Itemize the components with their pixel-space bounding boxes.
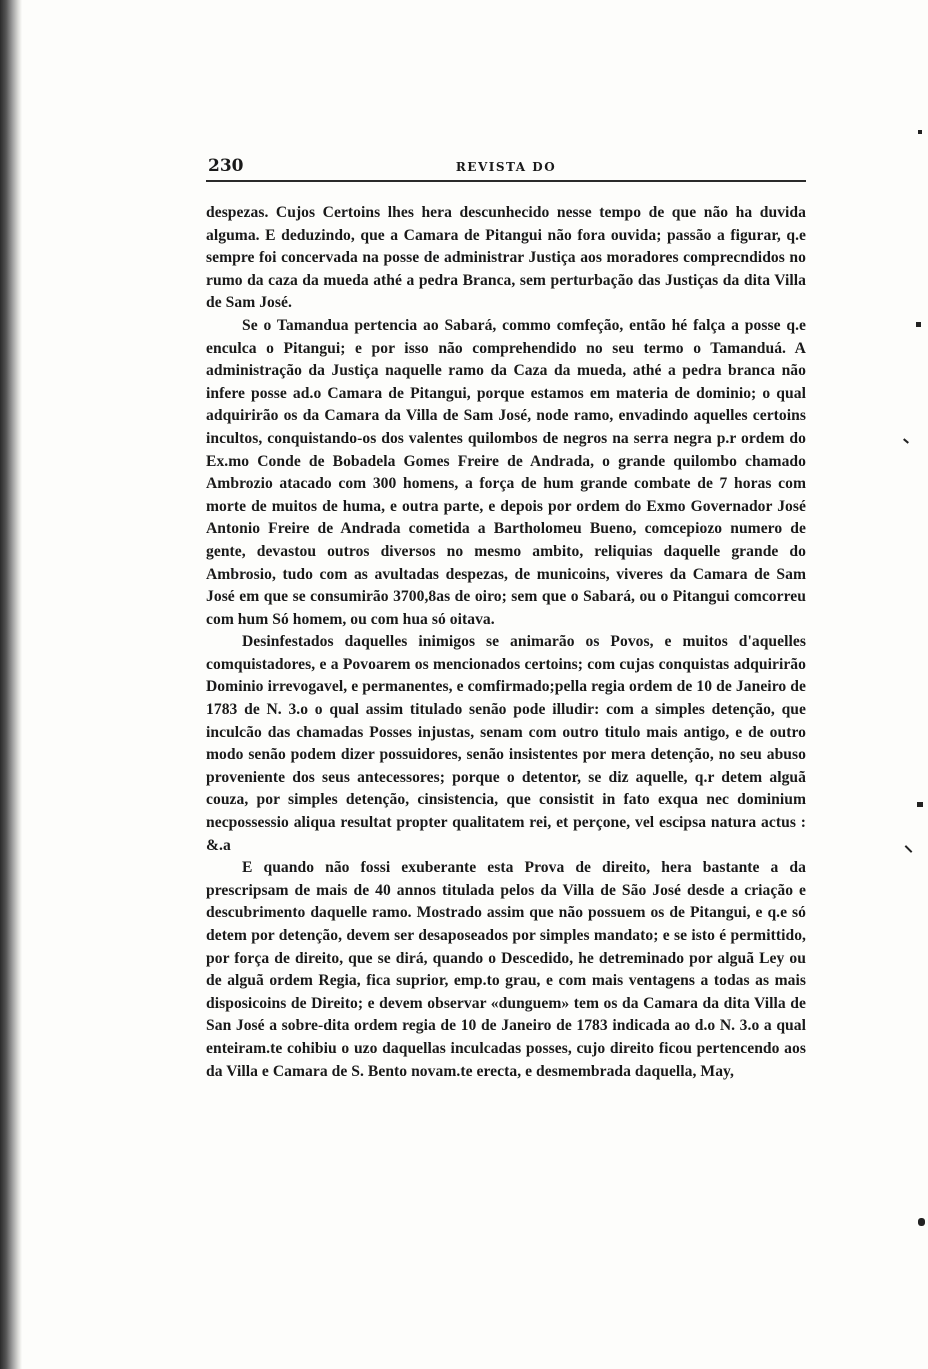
document-page	[206, 150, 806, 1083]
margin-mark	[916, 322, 921, 327]
body-text	[206, 202, 806, 1083]
paragraph: Se o Tamandua pertencia ao Sabará, commo comfeção, então hé falça a posse q.e enculca o Pitangui; e por isso não comprehendido no seu termo o Tamanduá. A administração da Justiça naquelle ramo da Caza da mueda, athé a pedra branca não infere posse ad.o Camara de Pitangui, porque estamos em materia de dominio; o qual adquirirão os da Camara da Villa de Sam José, node ramo, envadindo aquelles certoins incultos, conquistando-os dos valentes quilombos de negros na serra negra p.r ordem do Ex.mo Conde de Bobadela Gomes Freire de Andrada, o grande quilombo chamado Ambrozio atacado com 300 homens, a força de hum grande combate de 7 horas com morte de muitos de huma, e outra parte, e depois por ordem do Exmo Governador José Antonio Freire de Andrada cometida a Bartholomeu Bueno, comcepiozo numero de gente, devastou outros diversos no mesmo ambito, reliquias daquelle grande do Ambrosio, tudo com as avultadas despezas, de municoins, viveres da Camara de Sam José em que se consumirão 3700,8as de oiro; sem que o Sabará, ou o Pitangui comcorreu com hum Só homem, ou com hua só oitava.	[206, 316, 806, 628]
margin-mark	[905, 845, 913, 853]
binding-edge	[0, 0, 22, 1369]
paragraph: despezas. Cujos Certoins lhes hera descunhecido nesse tempo de que não ha duvida alguma. E deduzindo, que a Camara de Pitangui não fora ouvida; passão a figurar, q.e sempre foi concervada na posse de administrar Justiça aos moradores comprecndidos no rumo da caza da mueda athé a pedra Branca, sem perturbação das Justiças da dita Villa de Sam José.	[206, 204, 806, 312]
margin-mark	[918, 130, 922, 134]
paragraph: Desinfestados daquelles inimigos se animarão os Povos, e muitos d'aquelles comquistadores, e a Povoarem os mencionados certoins; com cujas conquistas adquirirão Dominio irrevogavel, e permanentes, e comfirmado;pella regia ordem de 10 de Janeiro de 1783 de N. 3.o o qual assim titulado senão pode illudir: com a simples detenção, que inculcão das chamadas Posses injustas, senam com outro titulo mais antigo, e de outro modo senão podem dizer possuidores, senão insistentes por mera detenção, no seu abuso proveniente dos seus antecessores; porque o detentor, se diz aquelle, q.r detem alguã couza, por simples detenção, cinsistencia, que consistit in fato exqua nec dominium necpossessio aliqua resultat propter qualitatem rei, et perçone, vel escipsa natura actus : &.a	[206, 633, 806, 854]
margin-mark	[918, 1218, 925, 1226]
margin-mark	[903, 438, 909, 443]
paragraph: E quando não fossi exuberante esta Prova de direito, hera bastante a da prescripsam de mais de 40 annos titulada pelos da Villa de São José desde a criação e descubrimento daquelle ramo. Mostrado assim que não possuem os de Pitangui, e q.e só detem por detenção, devem ser desaposeados por simples mandato; e se isto é permittido, por força de direito, que se dirá, quando o Descedido, he detreminado por alguã Ley ou de alguã ordem Regia, fica suprior, emp.to grau, e com mais ventagens a todas as mais disposicoins de Direito; e devem observar «dunguem» tem os da Camara da dita Villa de San José a sobre-dita ordem regia de 10 de Janeiro de 1783 indicada ao d.o N. 3.o a qual enteiram.te cohibiu o uzo daquellas inculcadas posses, cujo direito ficou pertencendo aos da Villa e Camara de S. Bento novam.te erecta, e desmembrada daquella, May,	[206, 859, 806, 1080]
running-head	[206, 150, 806, 182]
journal-title: REVISTA DO	[455, 160, 557, 174]
page-number: 230	[208, 156, 244, 176]
margin-mark	[917, 802, 923, 807]
